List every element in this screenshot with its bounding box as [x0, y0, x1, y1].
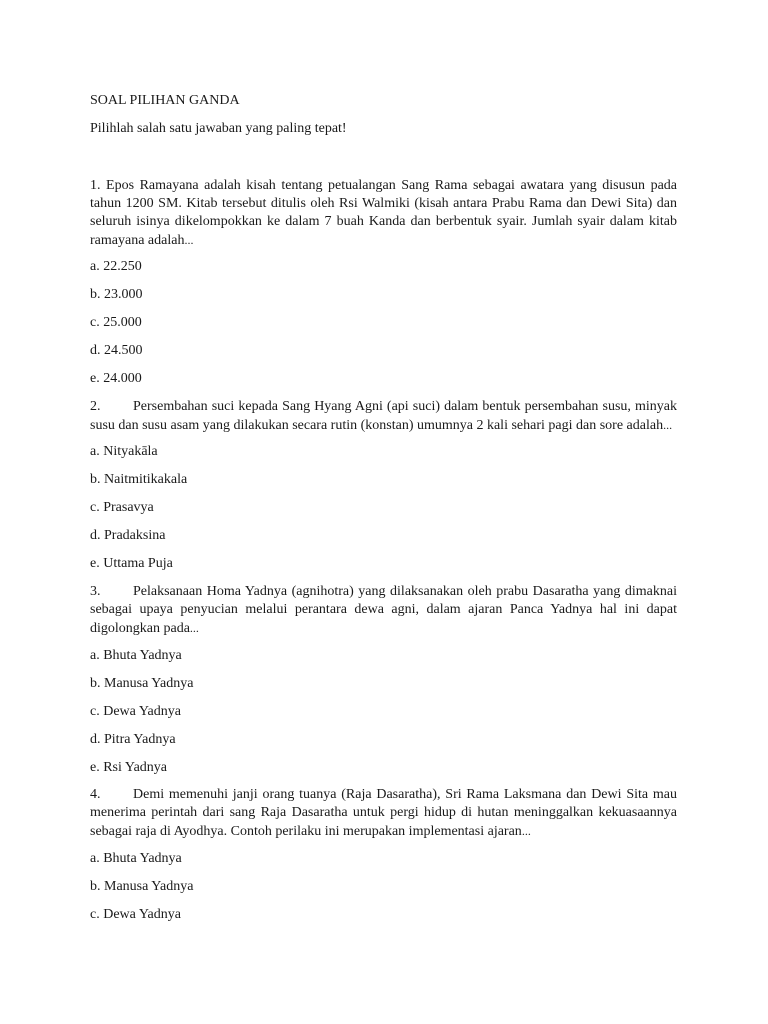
- option-2b: b. Naitmitikakala: [90, 472, 188, 487]
- question-ellipsis: ...: [189, 621, 199, 635]
- question-3: [90, 583, 677, 638]
- option-2e: e. Uttama Puja: [90, 556, 173, 571]
- question-text: Epos Ramayana adalah kisah tentang petualangan Sang Rama sebagai awatara yang disusun pada tahun 1200 SM. Kitab tersebut ditulis oleh Rsi Walmiki (kisah antara Prabu Rama dan Dewi Sita) dan seluruh isinya dikelompokkan ke dalam 7 buah Kanda dan berbentuk syair. Jumlah syair dalam kitab ramayana adalah: [90, 178, 677, 248]
- question-ellipsis: ...: [184, 233, 194, 247]
- option-1a: a. 22.250: [90, 259, 142, 274]
- document-instruction: Pilihlah salah satu jawaban yang paling tepat!: [90, 121, 347, 136]
- option-1d: d. 24.500: [90, 343, 143, 358]
- option-3a: a. Bhuta Yadnya: [90, 648, 182, 663]
- question-1: [90, 177, 677, 250]
- question-ellipsis: ...: [521, 824, 531, 838]
- question-text: Persembahan suci kepada Sang Hyang Agni (api suci) dalam bentuk persembahan susu, minyak susu dan susu asam yang dilakukan secara rutin (konstan) umumnya 2 kali sehari pagi dan sore adalah: [90, 399, 677, 433]
- question-number: 1.: [90, 178, 101, 193]
- option-4b: b. Manusa Yadnya: [90, 879, 194, 894]
- question-text: Pelaksanaan Homa Yadnya (agnihotra) yang dilaksanakan oleh prabu Dasaratha yang dimaknai sebagai upaya penyucian melalui perantara dewa agni, dalam ajaran Panca Yadnya hal ini dapat digolongkan pada: [90, 584, 677, 636]
- option-2c: c. Prasavya: [90, 500, 154, 515]
- option-4a: a. Bhuta Yadnya: [90, 851, 182, 866]
- option-2a: a. Nityakāla: [90, 444, 158, 459]
- option-2d: d. Pradaksina: [90, 528, 166, 543]
- document-heading: SOAL PILIHAN GANDA: [90, 93, 240, 108]
- question-number: 2.: [90, 399, 101, 414]
- option-1c: c. 25.000: [90, 315, 142, 330]
- option-3c: c. Dewa Yadnya: [90, 704, 181, 719]
- option-3b: b. Manusa Yadnya: [90, 676, 194, 691]
- question-number: 3.: [90, 584, 101, 599]
- question-number: 4.: [90, 787, 101, 802]
- option-3e: e. Rsi Yadnya: [90, 760, 168, 775]
- option-3d: d. Pitra Yadnya: [90, 732, 176, 747]
- question-2: [90, 398, 677, 435]
- question-4: [90, 786, 677, 841]
- option-1b: b. 23.000: [90, 287, 143, 302]
- question-text: Demi memenuhi janji orang tuanya (Raja Dasaratha), Sri Rama Laksmana dan Dewi Sita mau menerima perintah dari sang Raja Dasaratha untuk pergi hidup di hutan meninggalkan kekuasaannya sebagai raja di Ayodhya. Contoh perilaku ini merupakan implementasi ajaran: [90, 787, 677, 839]
- option-1e: e. 24.000: [90, 371, 142, 386]
- question-ellipsis: ...: [663, 418, 673, 432]
- option-4c: c. Dewa Yadnya: [90, 907, 181, 922]
